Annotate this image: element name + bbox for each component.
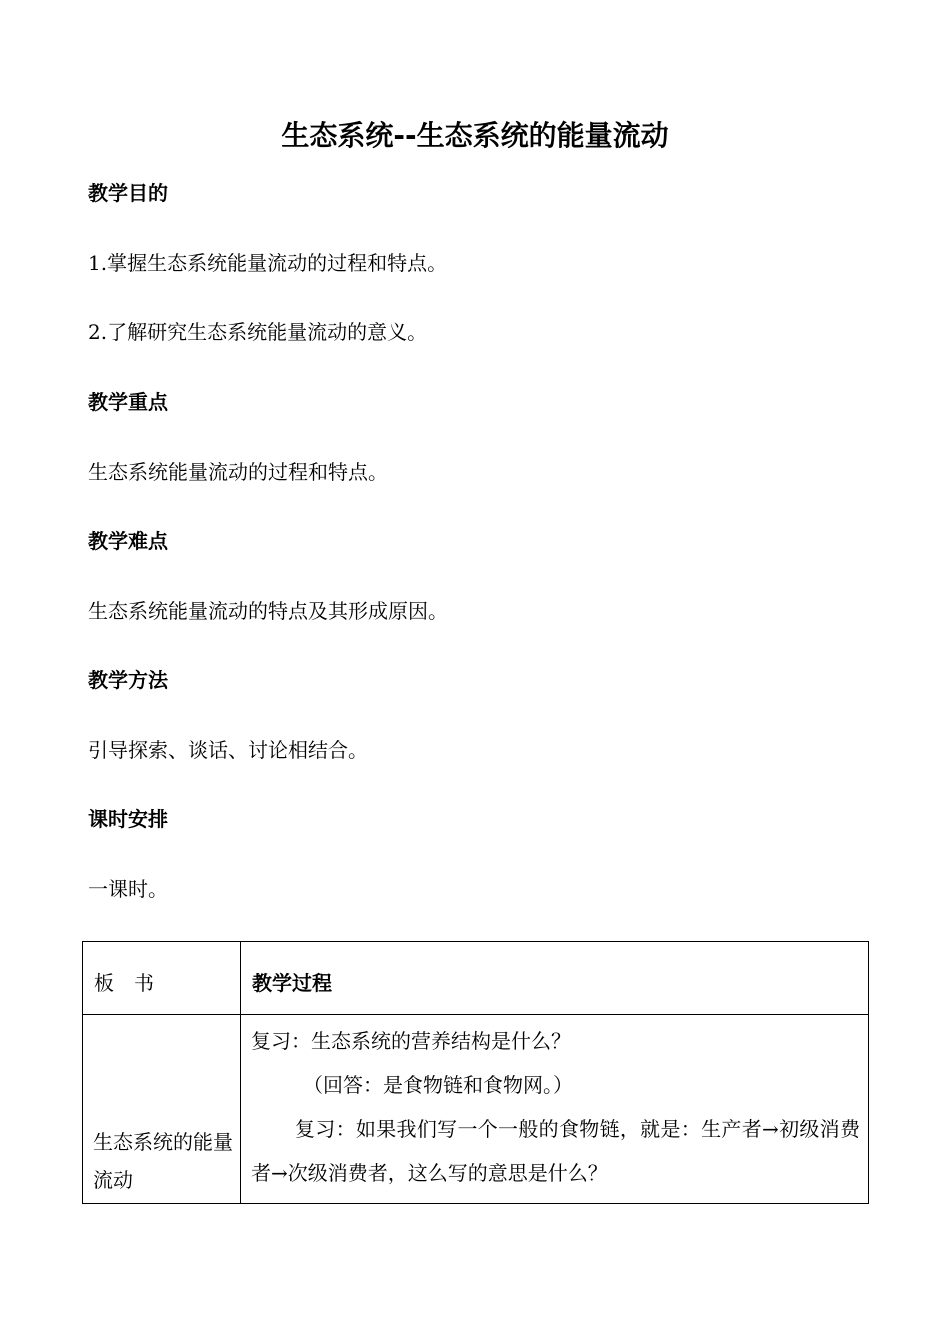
board-label: 板 书 [94,971,154,995]
table-header-board [83,942,241,1015]
schedule-text: 一课时。 [88,877,168,901]
heading-schedule: 课时安排 [88,807,168,831]
review-question-1: 复习：生态系统的营养结构是什么？ [251,1029,571,1053]
table-header-process [241,942,869,1015]
goal-item-2: 2.了解研究生态系统能量流动的意义。 [88,320,428,344]
heading-key-points: 教学重点 [88,390,168,414]
heading-teaching-goals: 教学目的 [88,181,168,205]
difficulties-text: 生态系统能量流动的特点及其形成原因。 [88,599,448,623]
heading-difficulties: 教学难点 [88,529,168,553]
review-answer-1: （回答：是食物链和食物网。） [303,1073,573,1097]
document-title: 生态系统--生态系统的能量流动 [281,119,669,152]
table-cell-board-content [83,1015,241,1204]
methods-text: 引导探索、谈话、讨论相结合。 [88,738,368,762]
process-label: 教学过程 [252,971,332,995]
goal-item-1: 1.掌握生态系统能量流动的过程和特点。 [88,251,448,275]
board-content-text: 生态系统的能量流动 [93,1130,233,1192]
lesson-table [82,941,869,1204]
table-cell-process-content [241,1015,869,1204]
key-points-text: 生态系统能量流动的过程和特点。 [88,460,388,484]
heading-methods: 教学方法 [88,668,168,692]
review-question-2: 复习：如果我们写一个一般的食物链，就是：生产者→初级消费者→次级消费者，这么写的意思是什么？ [251,1117,860,1185]
